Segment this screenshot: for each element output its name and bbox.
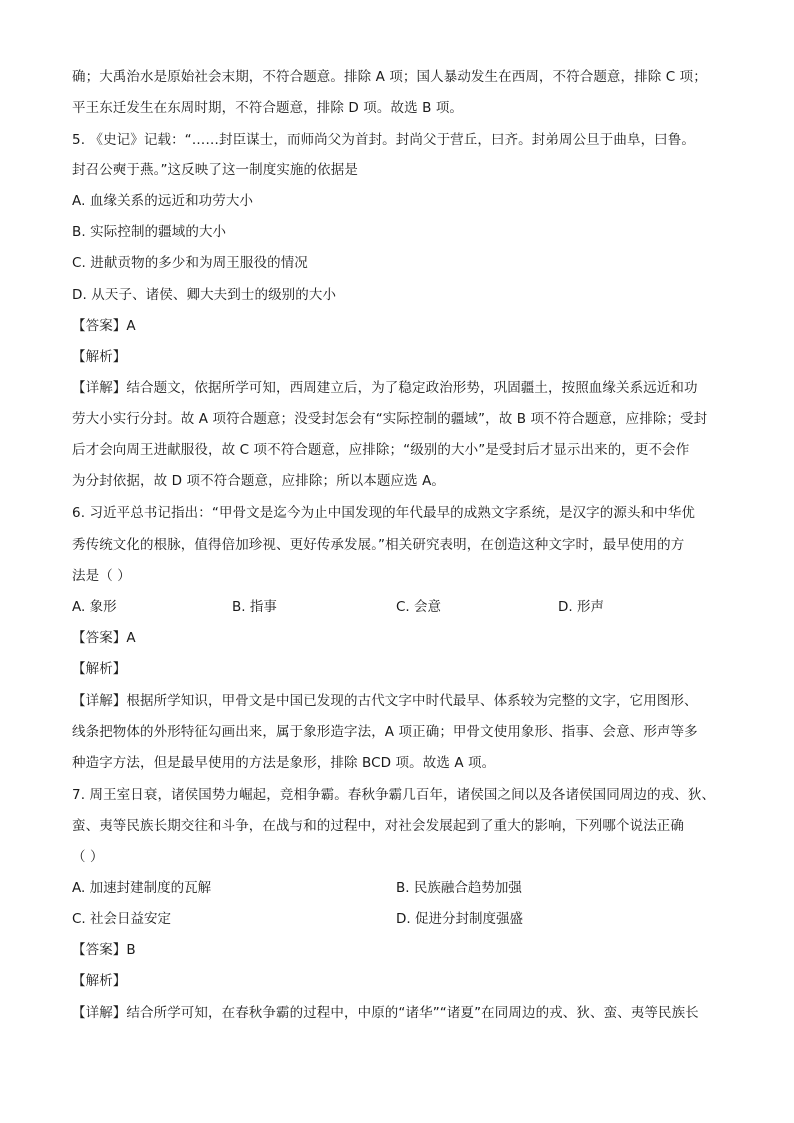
q7-detail-line-1: 【详解】结合所学可知，在春秋争霸的过程中，中原的“诸华”“诸夏”在同周边的戎、狄、蛮、夷等民族长 (72, 1005, 699, 1021)
q6-option-d: D. 形声 (558, 599, 604, 615)
q7-option-c: C. 社会日益安定 (72, 911, 172, 927)
q5-stem-line-1: 5. 《史记》记载：“……封臣谋士，而师尚父为首封。封尚父于营丘，曰齐。封弟周公旦于曲阜，曰鲁。 (72, 132, 695, 148)
q5-detail-line-3: 后才会向周王进献服役，故 C 项不符合题意，应排除；“级别的大小”是受封后才显示出来的，更不会作 (72, 442, 690, 458)
q6-answer: 【答案】A (72, 630, 136, 646)
q5-option-b: B. 实际控制的疆域的大小 (72, 224, 227, 240)
q7-answer: 【答案】B (72, 942, 136, 958)
q4-explanation-line-2: 平王东迁发生在东周时期，不符合题意，排除 D 项。故选 B 项。 (72, 100, 464, 116)
q6-detail-line-1: 【详解】根据所学知识，甲骨文是中国已发现的古代文字中时代最早、体系较为完整的文字，它用图形、 (72, 693, 698, 709)
q6-stem-line-3: 法是（ ） (72, 568, 131, 584)
q5-analysis-label: 【解析】 (72, 349, 127, 365)
q5-detail-line-2: 劳大小实行分封。故 A 项符合题意；没受封怎会有“实际控制的疆域”，故 B 项不符合题意，应排除；受封 (72, 411, 708, 427)
q5-option-d: D. 从天子、诸侯、卿大夫到士的级别的大小 (72, 287, 337, 303)
q6-stem-line-1: 6. 习近平总书记指出：“甲骨文是迄今为止中国发现的年代最早的成熟文字系统，是汉字的源头和中华优 (72, 505, 695, 521)
q6-detail-line-2: 线条把物体的外形特征勾画出来，属于象形造字法，A 项正确；甲骨文使用象形、指事、会意、形声等多 (72, 724, 698, 740)
q5-option-a: A. 血缘关系的远近和功劳大小 (72, 193, 254, 209)
q7-options-row-2 (72, 909, 732, 929)
q5-option-c: C. 进献贡物的多少和为周王服役的情况 (72, 255, 308, 271)
q6-analysis-label: 【解析】 (72, 661, 127, 677)
q5-answer: 【答案】A (72, 318, 136, 334)
q6-option-b: B. 指事 (232, 599, 277, 615)
q6-option-a: A. 象形 (72, 599, 117, 615)
q6-detail-line-3: 种造字方法，但是最早使用的方法是象形，排除 BCD 项。故选 A 项。 (72, 755, 496, 771)
q6-stem-line-2: 秀传统文化的根脉，值得倍加珍视、更好传承发展。”相关研究表明，在创造这种文字时，最早使用的方 (72, 537, 685, 553)
q7-stem-line-1: 7. 周王室日衰，诸侯国势力崛起，竞相争霸。春秋争霸几百年，诸侯国之间以及各诸侯国同周边的戎、狄、 (72, 787, 716, 803)
q6-options-row (72, 597, 732, 617)
q7-options-row-1 (72, 878, 732, 898)
q7-option-d: D. 促进分封制度强盛 (396, 911, 523, 927)
q7-analysis-label: 【解析】 (72, 973, 127, 989)
q7-option-b: B. 民族融合趋势加强 (396, 880, 522, 896)
q5-detail-line-4: 为分封依据，故 D 项不符合题意，应排除；所以本题应选 A。 (72, 473, 446, 489)
q5-stem-line-2: 封召公奭于燕。”这反映了这一制度实施的依据是 (72, 162, 358, 178)
q4-explanation-line-1: 确；大禹治水是原始社会末期，不符合题意。排除 A 项；国人暴动发生在西周，不符合题意，排除 C 项； (72, 69, 707, 85)
q7-stem-line-3: （ ） (72, 849, 104, 865)
q6-option-c: C. 会意 (396, 599, 442, 615)
q7-option-a: A. 加速封建制度的瓦解 (72, 880, 212, 896)
q5-detail-line-1: 【详解】结合题文，依据所学可知，西周建立后，为了稳定政治形势，巩固疆土，按照血缘关系远近和功 (72, 380, 698, 396)
q7-stem-line-2: 蛮、夷等民族长期交往和斗争，在战与和的过程中，对社会发展起到了重大的影响，下列哪个说法正确 (72, 818, 684, 834)
